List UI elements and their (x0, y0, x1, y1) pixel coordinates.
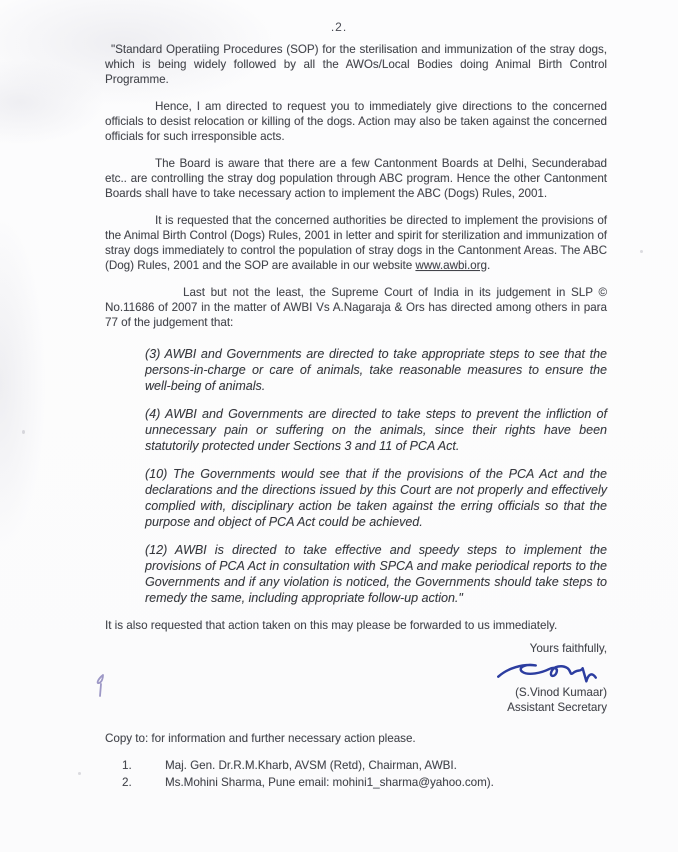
paragraph-text: . (486, 259, 491, 272)
judgement-quote: (12) AWBI is directed to take effective and speedy steps to implement the provisions of PCA Act in consultation with SPCA and make periodical reports to the Governments and if any violation is noticed, the Governments should take steps to remedy the same, including appropriate follow-up action." (145, 543, 607, 605)
scan-speck (22, 430, 25, 434)
judgement-quote: (4) AWBI and Governments are directed to take steps to prevent the infliction of unnecessary pain or suffering on the animals, since their rights have been statutorily protected under Sections 3 and 11 of PCA Act. (145, 407, 607, 453)
body-paragraph: Hence, I am directed to request you to immediately give directions to the concerned officials to desist relocation or killing of the dogs. Action may also be taken against the concerned officials for such irresponsible acts. (105, 100, 607, 143)
copy-to-item (105, 758, 607, 773)
awbi-website-link[interactable]: www.awbi.org (415, 259, 487, 272)
body-paragraph: Last but not the least, the Supreme Court of India in its judgement in SLP © No.11686 of 2007 in the matter of AWBI Vs A.Nagaraja & Ors has directed among others in para 77 of the judgement that: (105, 286, 607, 329)
copy-to-heading: Copy to: for information and further necessary action please. (105, 732, 416, 745)
judgement-quote: (3) AWBI and Governments are directed to take appropriate steps to see that the persons-in-charge or care of animals, take reasonable measures to ensure the well-being of animals. (145, 347, 607, 393)
body-paragraph (105, 213, 607, 273)
copy-to-section (105, 731, 607, 790)
copy-item-number: 2. (122, 776, 132, 789)
body-paragraph: The Board is aware that there are a few Cantonment Boards at Delhi, Secunderabad etc.. are controlling the stray dog population through ABC program. Hence the other Cantonment Boards shall have to take necessary action to implement the ABC (Dogs) Rules, 2001. (105, 157, 607, 200)
page-number: .2. (330, 20, 348, 34)
copy-item-number: 1. (122, 759, 132, 772)
scan-speck (78, 772, 81, 775)
body-paragraph: "Standard Operatiing Procedures (SOP) for the sterilisation and immunization of the stray dogs, which is being widely followed by all the AWOs/Local Bodies doing Animal Birth Control Programme. (105, 43, 607, 86)
copy-to-item (105, 775, 607, 790)
paragraph-text: It is requested that the concerned authorities be directed to implement the provisions of the Animal Birth Control (Dogs) Rules, 2001 in letter and spirit for sterilization and immunization of stray dogs immediately to control the population of stray dogs in the Cantonment Areas. The ABC (Dog) Rules, 2001 and the SOP are available in our website (105, 214, 607, 272)
pen-mark-scribble (93, 672, 109, 708)
closing-line: It is also requested that action taken on this may please be forwarded to us immediately. (105, 619, 558, 632)
signature-ink (105, 657, 603, 685)
signoff-block (105, 641, 607, 715)
copy-item-text: Ms.Mohini Sharma, Pune email: mohini1_sharma@yahoo.com). (165, 776, 494, 789)
judgement-quotes-block (145, 346, 607, 606)
signatory-name: (S.Vinod Kumaar) (515, 686, 607, 699)
letter-body (105, 42, 607, 792)
valediction: Yours faithfully, (529, 642, 607, 655)
judgement-quote: (10) The Governments would see that if the provisions of the PCA Act and the declarations and the directions issued by this Court are not properly and effectively complied with, disciplinary action be taken against the erring officials so that the purpose and object of PCA Act could be achieved. (145, 467, 607, 529)
signatory-title: Assistant Secretary (507, 701, 607, 714)
copy-item-text: Maj. Gen. Dr.R.M.Kharb, AVSM (Retd), Chairman, AWBI. (165, 759, 457, 772)
scan-speck (640, 250, 643, 253)
